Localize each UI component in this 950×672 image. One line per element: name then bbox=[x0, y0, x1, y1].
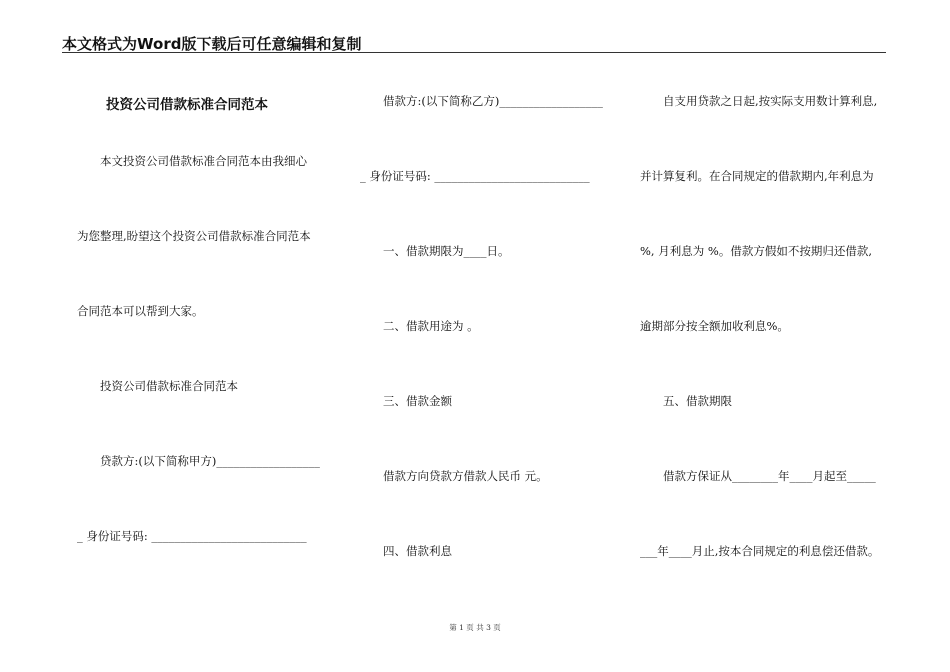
col3-line-1: 自支用贷款之日起,按实际支用数计算利息, bbox=[663, 94, 878, 108]
col2-line-4: 二、借款用途为 。 bbox=[383, 319, 479, 333]
col1-line-2: 为您整理,盼望这个投资公司借款标准合同范本 bbox=[77, 229, 311, 243]
col2-line-7: 四、借款利息 bbox=[383, 544, 452, 558]
col2-line-1: 借款方:(以下简称乙方)__________________ bbox=[383, 94, 603, 108]
banner-divider bbox=[62, 52, 886, 53]
document-banner: 本文格式为Word版下载后可任意编辑和复制 bbox=[62, 35, 362, 53]
col3-line-2: 并计算复利。在合同规定的借款期内,年利息为 bbox=[640, 169, 874, 183]
col3-line-7: ___年____月止,按本合同规定的利息偿还借款。 bbox=[640, 544, 880, 558]
col2-line-6: 借款方向贷款方借款人民币 元。 bbox=[383, 469, 548, 483]
col1-line-5: 贷款方:(以下简称甲方)__________________ bbox=[100, 454, 320, 468]
page-number-footer: 第 1 页 共 3 页 bbox=[449, 623, 501, 632]
col3-line-5: 五、借款期限 bbox=[663, 394, 732, 408]
col1-line-4: 投资公司借款标准合同范本 bbox=[100, 379, 238, 393]
col1-line-3: 合同范本可以帮到大家。 bbox=[77, 304, 204, 318]
col2-line-5: 三、借款金额 bbox=[383, 394, 452, 408]
col1-line-1: 本文投资公司借款标准合同范本由我细心 bbox=[100, 154, 307, 168]
col2-line-2: _ 身份证号码: ___________________________ bbox=[360, 169, 590, 183]
col3-line-6: 借款方保证从________年____月起至_____ bbox=[663, 469, 876, 483]
col3-line-3: %, 月利息为 %。借款方假如不按期归还借款, bbox=[640, 244, 872, 258]
document-title: 投资公司借款标准合同范本 bbox=[106, 97, 268, 113]
col3-line-4: 逾期部分按全额加收利息%。 bbox=[640, 319, 789, 333]
col2-line-3: 一、借款期限为____日。 bbox=[383, 244, 510, 258]
col1-line-6: _ 身份证号码: ___________________________ bbox=[77, 529, 307, 543]
